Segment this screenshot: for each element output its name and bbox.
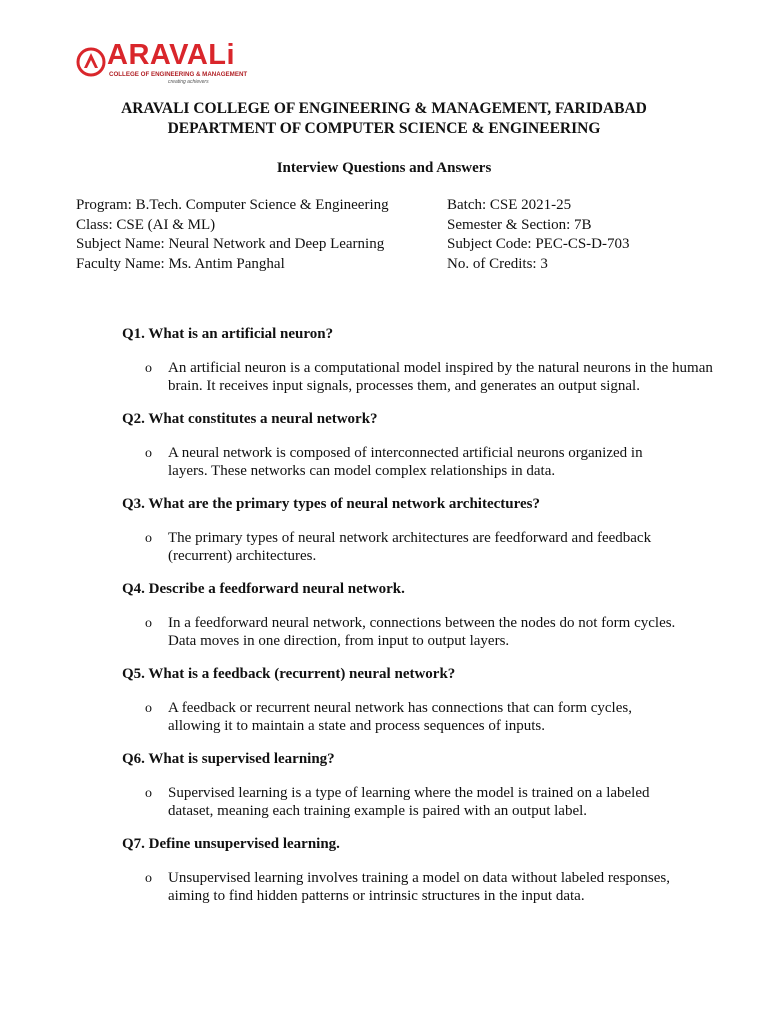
college-logo [76,39,248,88]
credits-line: No. of Credits: 3 [447,256,548,273]
answer: A neural network is composed of interconnected artificial neurons organized in layers. These networks can model complex relationships in data. [168,445,643,479]
answer: Supervised learning is a type of learning where the model is trained on a labeled dataset, meaning each training example is paired with an output label. [168,785,650,819]
answer: An artificial neuron is a computational model inspired by the natural neurons in the human brain. It receives input signals, processes them, and generates an output signal. [168,360,713,394]
program-line: Program: B.Tech. Computer Science & Engineering [76,197,389,213]
batch-line: Batch: CSE 2021-25 [447,197,572,213]
logo-emblem-icon [76,42,106,84]
question: Q6. What is supervised learning? [122,751,335,767]
subject-name-line: Subject Name: Neural Network and Deep Learning [76,236,385,253]
department-heading: DEPARTMENT OF COMPUTER SCIENCE & ENGINEERING [167,120,601,137]
answer: The primary types of neural network architectures are feedforward and feedback (recurrent) architectures. [168,530,652,564]
question: Q3. What are the primary types of neural network architectures? [122,496,541,512]
bullet-icon: o [145,616,152,631]
course-info-right [447,196,630,275]
question: Q7. Define unsupervised learning. [122,836,340,852]
logo-subtitle: COLLEGE OF ENGINEERING & MANAGEMENT [109,71,248,78]
bullet-icon: o [145,701,152,716]
answer: In a feedforward neural network, connections between the nodes do not form cycles. Data moves in one direction, from input to output layers. [168,615,676,649]
question: Q1. What is an artificial neuron? [122,326,334,342]
subject-code-line: Subject Code: PEC-CS-D-703 [447,236,630,253]
question: Q2. What constitutes a neural network? [122,411,378,427]
semester-line: Semester & Section: 7B [447,216,592,233]
logo-tagline: creating achievers [168,79,209,85]
question: Q5. What is a feedback (recurrent) neural network? [122,666,456,682]
college-heading: ARAVALI COLLEGE OF ENGINEERING & MANAGEMENT, FARIDABAD [121,100,647,117]
faculty-line: Faculty Name: Ms. Antim Panghal [76,256,285,273]
answer: A feedback or recurrent neural network has connections that can form cycles, allowing it to maintain a state and process sequences of inputs. [168,700,632,734]
bullet-icon: o [145,446,152,461]
class-line: Class: CSE (AI & ML) [76,216,216,233]
bullet-icon: o [145,786,152,801]
logo-name: ARAVALi [107,39,236,71]
answer: Unsupervised learning involves training a model on data without labeled responses, aiming to find hidden patterns or intrinsic structures in the input data. [168,870,670,904]
bullet-icon: o [145,361,152,376]
bullet-icon: o [145,871,152,886]
bullet-icon: o [145,531,152,546]
document-title: Interview Questions and Answers [276,160,492,176]
question: Q4. Describe a feedforward neural network. [122,581,405,597]
course-info-left [76,196,389,275]
